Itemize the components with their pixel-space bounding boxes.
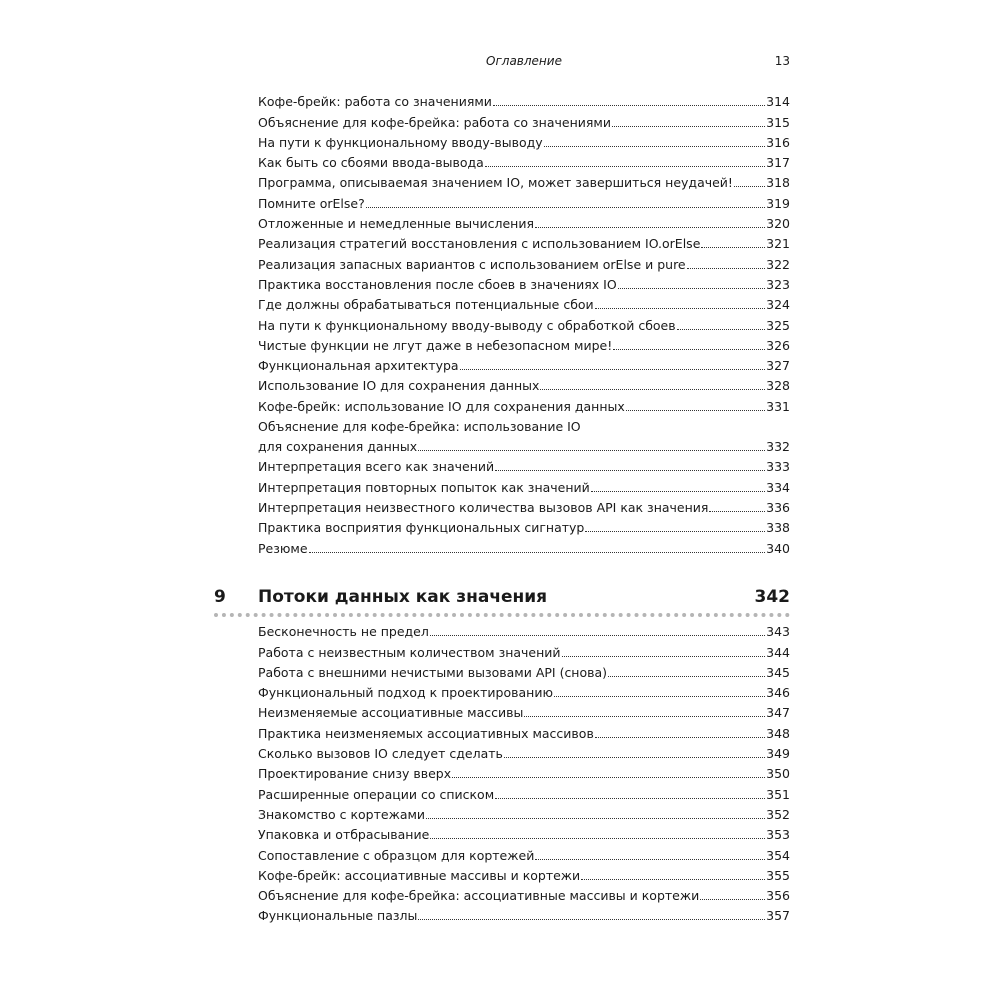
chapter-divider [214,613,790,617]
toc-entry-page: 327 [766,358,790,374]
toc-entry-title: Кофе-брейк: ассоциативные массивы и кортежи [258,867,581,883]
toc-entry-page: 346 [766,685,790,701]
dot-leader [426,818,765,819]
toc-entry-title: Проектирование снизу вверх [258,766,452,782]
dot-leader [554,696,765,697]
toc-entry-title: Реализация стратегий восстановления с использованием IO.orElse [258,236,701,252]
toc-entry-page: 340 [766,540,790,556]
toc-entry-title: На пути к функциональному вводу-выводу с обработкой сбоев [258,317,676,333]
toc-entry-page: 318 [766,175,790,191]
running-title: Оглавление [486,54,562,68]
toc-entry-title: для сохранения данных [258,439,418,455]
toc-entry-page: 325 [766,317,790,333]
toc-entry-title: Резюме [258,540,308,556]
toc-entry-page: 320 [766,216,790,232]
toc-entry-title: Кофе-брейк: работа со значениями [258,94,492,110]
toc-entry-title: Работа с неизвестным количеством значений [258,644,561,660]
dot-leader [430,635,765,636]
toc-entry-title: На пути к функциональному вводу-выводу [258,134,543,150]
dot-leader [495,798,765,799]
dot-leader [709,511,765,512]
toc-entry-page: 322 [766,256,790,272]
toc-list-chapter-9 [258,620,790,924]
dot-leader [734,186,765,187]
dot-leader [495,470,765,471]
running-header [258,52,790,70]
dot-leader [585,531,765,532]
dot-leader [504,757,765,758]
dot-leader [591,491,765,492]
dot-leader [418,450,765,451]
dot-leader [544,146,766,147]
toc-entry-page: 314 [766,94,790,110]
dot-leader [581,879,765,880]
toc-entry[interactable] [258,803,790,823]
toc-entry[interactable] [258,742,790,762]
toc-entry[interactable] [258,904,790,924]
dot-leader [430,838,765,839]
toc-entry[interactable] [258,131,790,151]
toc-entry-title: Работа с внешними нечистыми вызовами API (снова) [258,664,608,680]
toc-entry-page: 324 [766,297,790,313]
toc-entry-title: Функциональный подход к проектированию [258,685,553,701]
toc-entry-title: Объяснение для кофе-брейка: ассоциативные массивы и кортежи [258,888,700,904]
toc-entry-page: 350 [766,766,790,782]
chapter-title: Потоки данных как значения [258,587,548,607]
dot-leader [626,410,765,411]
toc-entry[interactable] [258,171,790,191]
toc-entry[interactable] [258,293,790,313]
toc-entry[interactable] [258,273,790,293]
toc-entry[interactable] [258,640,790,660]
toc-entry-page: 352 [766,806,790,822]
dot-leader [366,207,765,208]
toc-entry-title: Объяснение для кофе-брейка: использование IO [258,418,581,434]
toc-entry-page: 355 [766,867,790,883]
toc-entry[interactable] [258,823,790,843]
toc-entry-page: 316 [766,134,790,150]
toc-entry-page: 319 [766,195,790,211]
toc-entry-title: Интерпретация повторных попыток как значений [258,479,590,495]
toc-entry-title: Расширенные операции со списком [258,786,495,802]
toc-entry-page: 345 [766,664,790,680]
toc-entry-title: Функциональная архитектура [258,358,459,374]
toc-entry-page: 315 [766,114,790,130]
toc-entry-page: 336 [766,499,790,515]
toc-entry[interactable] [258,884,790,904]
chapter-number: 9 [214,587,226,607]
toc-entry[interactable] [258,435,790,455]
toc-entry[interactable] [258,475,790,495]
dot-leader [677,329,766,330]
toc-entry[interactable] [258,701,790,721]
toc-entry-page: 343 [766,624,790,640]
toc-entry-page: 334 [766,479,790,495]
toc-entry[interactable] [258,782,790,802]
toc-list-chapter-8 [258,90,790,557]
toc-entry-page: 338 [766,520,790,536]
toc-entry[interactable] [258,90,790,110]
toc-entry-page: 326 [766,337,790,353]
toc-entry-title: Помните orElse? [258,195,365,211]
dot-leader [309,552,766,553]
toc-entry-page: 349 [766,746,790,762]
dot-leader [618,288,765,289]
toc-entry[interactable] [258,252,790,272]
toc-entry-title: Программа, описываемая значением IO, может завершиться неудачей! [258,175,733,191]
toc-entry-page: 321 [766,236,790,252]
dot-leader [452,777,765,778]
toc-entry[interactable] [258,681,790,701]
dot-leader [595,308,765,309]
toc-entry[interactable] [258,864,790,884]
toc-entry-title: Реализация запасных вариантов с использованием orElse и pure [258,256,686,272]
dot-leader [595,737,765,738]
toc-entry[interactable] [258,721,790,741]
toc-entry-page: 323 [766,276,790,292]
toc-entry-title: Знакомство с кортежами [258,806,426,822]
dot-leader [562,656,766,657]
toc-entry-title: Бесконечность не предел [258,624,429,640]
toc-entry-page: 331 [766,398,790,414]
toc-entry-page: 344 [766,644,790,660]
toc-entry[interactable] [258,110,790,130]
dot-leader [700,899,765,900]
dot-leader [687,268,766,269]
toc-entry[interactable] [258,191,790,211]
dot-leader [524,716,765,717]
toc-entry-page: 351 [766,786,790,802]
dot-leader [701,247,765,248]
toc-entry[interactable] [258,496,790,516]
toc-entry-title: Сопоставление с образцом для кортежей [258,847,535,863]
toc-entry-title: Сколько вызовов IO следует сделать [258,746,503,762]
toc-entry-page: 356 [766,888,790,904]
dot-leader [535,227,765,228]
dot-leader [612,126,765,127]
dot-leader [608,676,765,677]
toc-entry-page: 347 [766,705,790,721]
toc-entry-title: Объяснение для кофе-брейка: работа со значениями [258,114,611,130]
dot-leader [460,369,766,370]
toc-entry[interactable] [258,661,790,681]
toc-entry-page: 353 [766,827,790,843]
dot-leader [418,919,765,920]
toc-entry[interactable] [258,313,790,333]
toc-entry-page: 317 [766,155,790,171]
toc-entry[interactable] [258,843,790,863]
toc-entry-page: 357 [766,908,790,924]
toc-entry[interactable] [258,516,790,536]
toc-entry-title: Неизменяемые ассоциативные массивы [258,705,524,721]
toc-entry[interactable] [258,151,790,171]
dot-leader [535,859,765,860]
toc-entry[interactable] [258,232,790,252]
toc-entry-page: 348 [766,725,790,741]
toc-entry-page: 332 [766,439,790,455]
toc-entry-title: Интерпретация неизвестного количества вызовов API как значения [258,499,709,515]
toc-entry-line[interactable] [258,415,790,435]
dot-leader [493,105,765,106]
toc-entry[interactable] [258,354,790,374]
toc-entry-title: Функциональные пазлы [258,908,418,924]
toc-entry[interactable] [258,394,790,414]
chapter-page: 342 [754,587,790,607]
dot-leader [613,349,765,350]
toc-entry-title: Как быть со сбоями ввода-вывода [258,155,484,171]
toc-entry-title: Где должны обрабатываться потенциальные сбои [258,297,594,313]
toc-entry-page: 354 [766,847,790,863]
dot-leader [485,166,765,167]
toc-entry[interactable] [258,536,790,556]
toc-entry-title: Практика восприятия функциональных сигнатур [258,520,585,536]
toc-entry-page: 333 [766,459,790,475]
toc-entry-title: Отложенные и немедленные вычисления [258,216,534,232]
toc-entry[interactable] [258,374,790,394]
toc-entry-title: Упаковка и отбрасывание [258,827,430,843]
toc-entry-title: Интерпретация всего как значений [258,459,495,475]
toc-entry-page: 328 [766,378,790,394]
toc-entry-title: Практика восстановления после сбоев в значениях IO [258,276,617,292]
toc-entry[interactable] [258,212,790,232]
toc-entry-title: Использование IO для сохранения данных [258,378,540,394]
toc-entry[interactable] [258,455,790,475]
toc-entry-title: Кофе-брейк: использование IO для сохранения данных [258,398,625,414]
toc-entry[interactable] [258,620,790,640]
page-number: 13 [774,54,790,68]
chapter-heading[interactable] [214,584,790,610]
toc-entry[interactable] [258,762,790,782]
toc-entry[interactable] [258,334,790,354]
toc-entry-title: Чистые функции не лгут даже в небезопасном мире! [258,337,613,353]
dot-leader [540,389,765,390]
toc-entry-title: Практика неизменяемых ассоциативных массивов [258,725,594,741]
